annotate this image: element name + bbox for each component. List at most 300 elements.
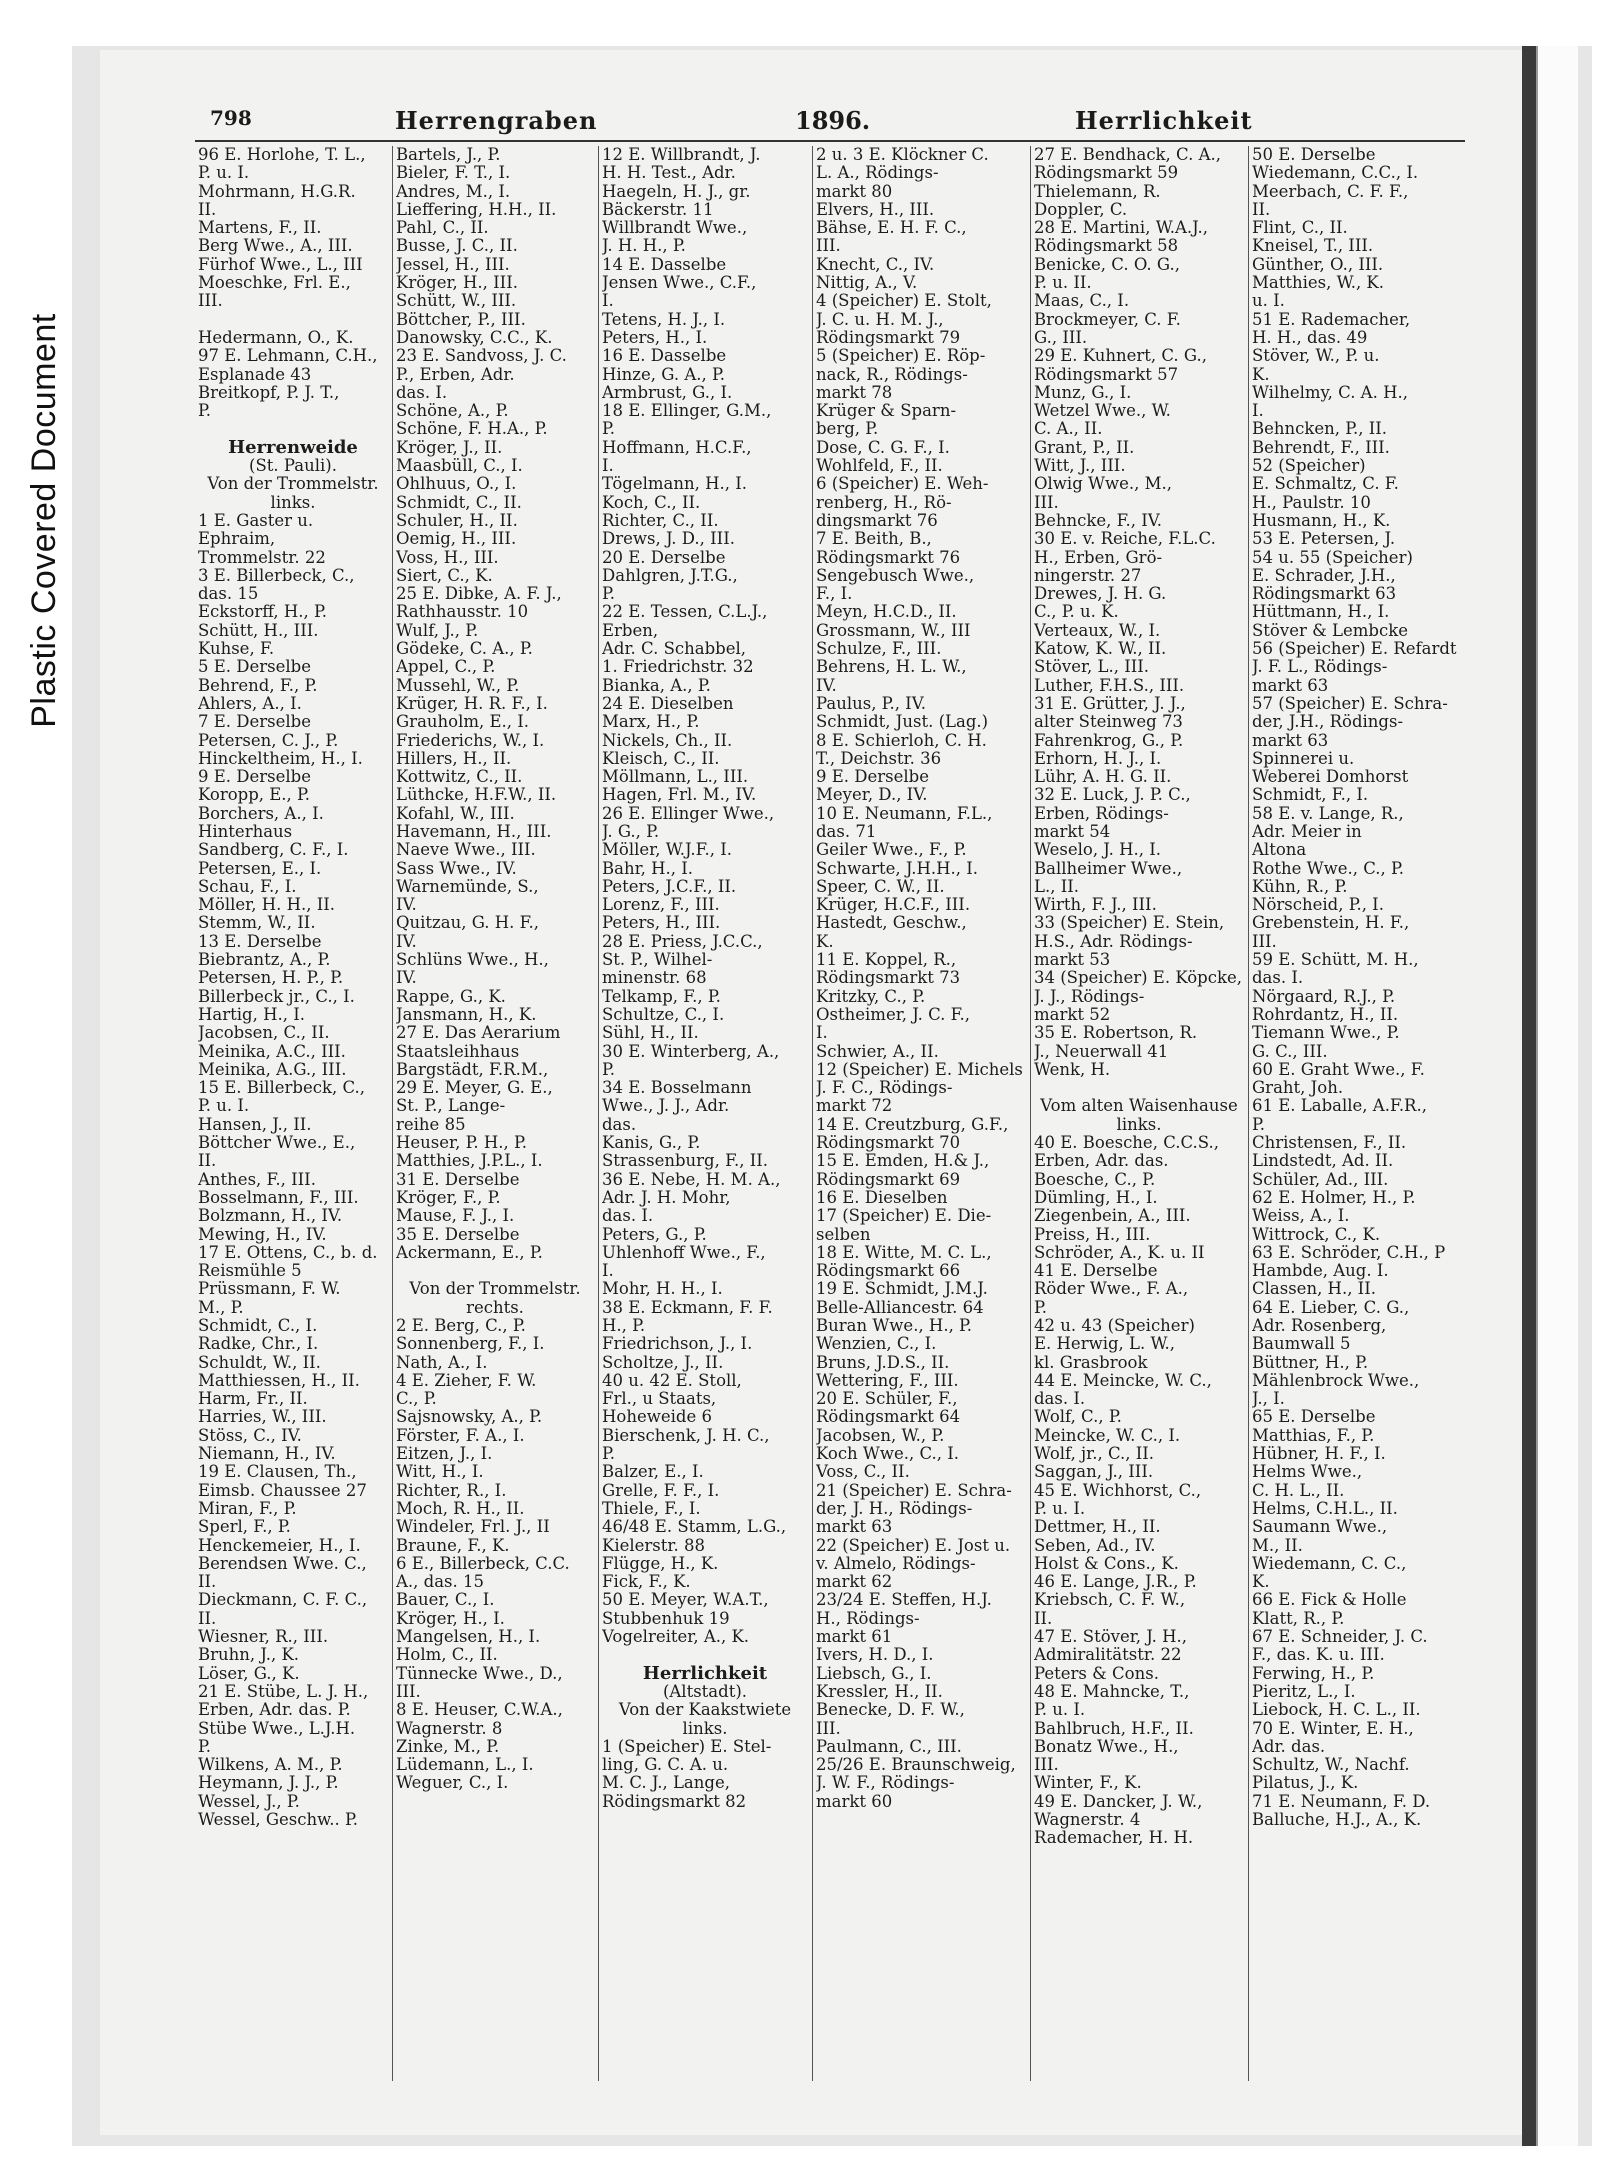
- directory-entry-line: 65 E. Derselbe: [1252, 1408, 1376, 1427]
- directory-entry-line: Rödingsmarkt 59: [1034, 164, 1179, 183]
- directory-entry-line: J. G., P.: [602, 822, 660, 841]
- directory-entry-line: 24 E. Dieselben: [602, 694, 734, 713]
- directory-entry-line: 41 E. Derselbe: [1034, 1262, 1158, 1281]
- directory-entry-line: Meincke, W. C., I.: [1034, 1426, 1181, 1445]
- directory-entry-line: Buran Wwe., H., P.: [816, 1317, 973, 1335]
- directory-entry-line: Kröger, H., I.: [396, 1609, 505, 1628]
- directory-entry-line: 5 E. Derselbe: [198, 658, 311, 677]
- directory-entry-line: selben: [816, 1225, 871, 1244]
- directory-entry-line: das.: [602, 1115, 637, 1134]
- directory-entry-line: Erben, Rödings-: [1034, 804, 1169, 823]
- directory-entry-line: Wetzel Wwe., W.: [1034, 402, 1171, 421]
- directory-entry-line: Sajsnowsky, A., P.: [396, 1408, 543, 1427]
- directory-entry-line: Zinke, M., P.: [396, 1737, 500, 1756]
- directory-entry-line: Ahlers, A., I.: [198, 694, 302, 713]
- directory-entry-line: v. Almelo, Rödings-: [816, 1554, 976, 1573]
- directory-entry-line: Voss, H., III.: [396, 548, 499, 567]
- directory-entry-line: Harm, Fr., II.: [198, 1390, 308, 1409]
- directory-entry-line: Matthies, J.P.L., I.: [396, 1152, 543, 1171]
- directory-entry-line: Rappe, G., K.: [396, 987, 506, 1006]
- directory-entry-line: St. P., Wilhel-: [602, 951, 713, 970]
- directory-entry-line: Weselo, J. H., I.: [1034, 841, 1162, 860]
- directory-entry-line: Petersen, H. P., P.: [198, 969, 344, 988]
- directory-entry-line: 12 E. Willbrandt, J.: [602, 146, 761, 164]
- directory-entry-line: Admiralitätstr. 22: [1034, 1646, 1182, 1665]
- section-subheading: links.: [270, 493, 316, 512]
- section-subheading: (St. Pauli).: [249, 457, 337, 476]
- directory-entry-line: Dieckmann, C. F. C.,: [198, 1591, 368, 1610]
- directory-entry-line: Schüler, Ad., III.: [1252, 1170, 1389, 1189]
- section-subheading: Von der Trommelstr.: [409, 1280, 581, 1299]
- directory-entry-line: G., III.: [1034, 328, 1088, 347]
- directory-entry-line: Ballheimer Wwe.,: [1034, 859, 1183, 878]
- directory-entry-line: Bierschenk, J. H. C.,: [602, 1426, 770, 1445]
- directory-entry-line: J., Neuerwall 41: [1034, 1042, 1169, 1061]
- directory-entry-line: P., Erben, Adr.: [396, 365, 515, 384]
- directory-entry-line: Kneisel, T., III.: [1252, 237, 1374, 256]
- directory-entry-line: I.: [1252, 402, 1264, 421]
- directory-entry-line: Wulf, J., P.: [396, 621, 479, 640]
- page-header: [210, 106, 1410, 142]
- directory-entry-line: 17 (Speicher) E. Die-: [816, 1207, 992, 1226]
- directory-entry-line: Bäckerstr. 11: [602, 200, 714, 219]
- directory-entry-line: E. Schrader, J.H.,: [1252, 566, 1396, 585]
- directory-entry-line: Krüger, H.C.F., III.: [816, 896, 971, 915]
- directory-entry-line: 5 (Speicher) E. Röp-: [816, 347, 986, 366]
- directory-entry-line: Matthies, W., K.: [1252, 274, 1384, 293]
- directory-entry-line: Koch Wwe., C., I.: [816, 1445, 960, 1464]
- directory-entry-line: Holm, C., II.: [396, 1646, 498, 1665]
- directory-entry-line: IV.: [816, 676, 837, 695]
- column-divider: [598, 146, 599, 2081]
- directory-entry-line: ningerstr. 27: [1034, 566, 1142, 585]
- directory-entry-line: Adr. Rosenberg,: [1252, 1317, 1387, 1335]
- directory-entry-line: Drewes, J. H. G.: [1034, 585, 1167, 604]
- directory-entry-line: Matthias, F., P.: [1252, 1426, 1375, 1445]
- directory-entry-line: 2 E. Berg, C., P.: [396, 1317, 526, 1335]
- directory-entry-line: Stemm, W., II.: [198, 914, 316, 933]
- directory-entry-line: P.: [198, 1737, 212, 1756]
- directory-entry-line: 51 E. Rademacher,: [1252, 310, 1411, 329]
- directory-entry-line: [1034, 1079, 1244, 1097]
- directory-entry-line: Witt, J., III.: [1034, 457, 1126, 476]
- directory-entry-line: 9 E. Derselbe: [198, 768, 311, 787]
- directory-entry-line: Grauholm, E., I.: [396, 713, 530, 732]
- directory-entry-line: Fahrenkrog, G., P.: [1034, 731, 1184, 750]
- directory-entry-line: Tögelmann, H., I.: [602, 475, 748, 494]
- directory-entry-line: 35 E. Robertson, R.: [1034, 1024, 1198, 1043]
- directory-entry-line: Krüger & Sparn-: [816, 402, 957, 421]
- directory-entry-line: das. I.: [1034, 1390, 1086, 1409]
- directory-entry-line: Classen, H., II.: [1252, 1280, 1376, 1299]
- directory-entry-line: Böttcher Wwe., E.,: [198, 1134, 356, 1153]
- directory-entry-line: Lorenz, F., III.: [602, 896, 720, 915]
- directory-entry-line: P. u. I.: [1034, 1701, 1086, 1720]
- directory-entry-line: 30 E. Winterberg, A.,: [602, 1042, 780, 1061]
- directory-entry-line: Biebrantz, A., P.: [198, 951, 331, 970]
- directory-entry-line: 16 E. Dieselben: [816, 1188, 948, 1207]
- directory-entry-line: Jensen Wwe., C.F.,: [602, 274, 757, 293]
- directory-entry-line: H., Paulstr. 10: [1252, 493, 1371, 512]
- directory-entry-line: Voss, C., II.: [816, 1463, 910, 1482]
- directory-entry-line: Bähse, E. H. F. C.,: [816, 219, 967, 238]
- directory-entry-line: Röder Wwe., F. A.,: [1034, 1280, 1189, 1299]
- directory-entry-line: M. C. J., Lange,: [602, 1774, 730, 1793]
- directory-entry-line: Marx, H., P.: [602, 713, 700, 732]
- directory-entry-line: Rödingsmarkt 76: [816, 548, 961, 567]
- directory-entry-line: Olwig Wwe., M.,: [1034, 475, 1172, 494]
- directory-column-3: [602, 146, 808, 2081]
- directory-entry-line: Eimsb. Chaussee 27: [198, 1481, 367, 1500]
- directory-entry-line: Rödingsmarkt 57: [1034, 365, 1179, 384]
- directory-entry-line: Bauer, C., I.: [396, 1591, 495, 1610]
- directory-entry-line: Saggan, J., III.: [1034, 1463, 1154, 1482]
- directory-entry-line: J. H. H., P.: [602, 237, 686, 256]
- directory-entry-line: Flügge, H., K.: [602, 1554, 719, 1573]
- directory-entry-line: Dahlgren, J.T.G.,: [602, 566, 738, 585]
- binding-spine: [1522, 46, 1536, 2146]
- directory-entry-line: markt 63: [1252, 731, 1329, 750]
- directory-entry-line: Petersen, E., I.: [198, 859, 322, 878]
- directory-entry-line: Boesche, C., P.: [1034, 1170, 1156, 1189]
- directory-entry-line: L., II.: [1034, 877, 1079, 896]
- directory-entry-line: Schau, F., I.: [198, 877, 297, 896]
- directory-entry-line: Richter, C., II.: [602, 511, 719, 530]
- directory-entry-line: Hüttmann, H., I.: [1252, 603, 1390, 622]
- directory-entry-line: 70 E. Winter, E. H.,: [1252, 1719, 1414, 1738]
- column-divider: [1248, 146, 1249, 2081]
- directory-entry-line: Helms, C.H.L., II.: [1252, 1499, 1398, 1518]
- directory-entry-line: markt 61: [816, 1628, 893, 1647]
- directory-entry-line: Kielerstr. 88: [602, 1536, 705, 1555]
- directory-entry-line: Schröder, A., K. u. II: [1034, 1243, 1205, 1262]
- directory-entry-line: markt 63: [816, 1518, 893, 1537]
- directory-entry-line: Ephraim,: [198, 530, 276, 549]
- directory-entry-line: M., P.: [198, 1298, 244, 1317]
- directory-entry-line: Grebenstein, H. F.,: [1252, 914, 1410, 933]
- directory-entry-line: dingsmarkt 76: [816, 511, 938, 530]
- directory-entry-line: Erben,: [602, 621, 659, 640]
- directory-entry-line: 6 (Speicher) E. Weh-: [816, 475, 989, 494]
- directory-entry-line: Rathhausstr. 10: [396, 603, 529, 622]
- directory-entry-line: Helms Wwe.,: [1252, 1463, 1363, 1482]
- directory-entry-line: Luther, F.H.S., III.: [1034, 676, 1185, 695]
- directory-entry-line: Wessel, J., P.: [198, 1792, 300, 1811]
- directory-entry-line: Kottwitz, C., II.: [396, 768, 523, 787]
- directory-entry-line: Prüssmann, F. W.: [198, 1280, 341, 1299]
- directory-entry-line: II.: [1252, 200, 1271, 219]
- directory-entry-line: H., P.: [602, 1317, 646, 1335]
- directory-entry-line: 16 E. Dasselbe: [602, 347, 727, 366]
- directory-entry-line: Wirth, F. J., III.: [1034, 896, 1157, 915]
- directory-entry-line: Wwe., J. J., Adr.: [602, 1097, 730, 1116]
- directory-entry-line: Winter, F., K.: [1034, 1774, 1142, 1793]
- directory-entry-line: Maas, C., I.: [1034, 292, 1130, 311]
- directory-entry-line: Peters, J.C.F., II.: [602, 877, 737, 896]
- directory-entry-line: Trommelstr. 22: [198, 548, 326, 567]
- directory-entry-line: Böttcher, P., III.: [396, 310, 526, 329]
- directory-entry-line: Verteaux, W., I.: [1034, 621, 1161, 640]
- directory-entry-line: der, J. H., Rödings-: [816, 1499, 973, 1518]
- directory-entry-line: Richter, R., I.: [396, 1481, 507, 1500]
- directory-entry-line: Stübe Wwe., L.J.H.: [198, 1719, 356, 1738]
- directory-entry-line: Meinika, A.C., III.: [198, 1042, 346, 1061]
- directory-entry-line: Meyer, D., IV.: [816, 786, 928, 805]
- directory-entry-line: Adr. Meier in: [1252, 822, 1362, 841]
- directory-entry-line: Dettmer, H., II.: [1034, 1518, 1161, 1537]
- directory-entry-line: II.: [198, 1152, 217, 1171]
- directory-entry-line: I.: [602, 1262, 614, 1281]
- directory-entry-line: 12 (Speicher) E. Michels: [816, 1060, 1023, 1079]
- directory-entry-line: P. u. I.: [198, 164, 250, 183]
- directory-entry-line: Schmidt, C., I.: [198, 1317, 318, 1335]
- directory-entry-line: Rödingsmarkt 79: [816, 328, 961, 347]
- directory-entry-line: Schultze, C., I.: [602, 1005, 725, 1024]
- directory-entry-line: Erben, Adr. das. P.: [198, 1701, 351, 1720]
- directory-entry-line: Kressler, H., II.: [816, 1682, 943, 1701]
- directory-entry-line: Wessel, Geschw.. P.: [198, 1811, 359, 1830]
- directory-entry-line: Jessel, H., III.: [396, 255, 510, 274]
- directory-entry-line: Sandberg, C. F., I.: [198, 841, 349, 860]
- directory-entry-line: Ohlhuus, O., I.: [396, 475, 517, 494]
- directory-entry-line: markt 53: [1034, 951, 1111, 970]
- directory-entry-line: 22 (Speicher) E. Jost u.: [816, 1536, 1011, 1555]
- directory-entry-line: Reismühle 5: [198, 1262, 302, 1281]
- directory-column-5: [1034, 146, 1244, 2081]
- directory-entry-line: ling, G. C. A. u.: [602, 1756, 729, 1775]
- directory-entry-line: 14 E. Dasselbe: [602, 255, 727, 274]
- directory-entry-line: [602, 1646, 808, 1664]
- section-heading: Herrlichkeit: [642, 1664, 768, 1683]
- directory-entry-line: 3 E. Billerbeck, C.,: [198, 566, 355, 585]
- directory-entry-line: markt 54: [1034, 822, 1111, 841]
- directory-entry-line: Kühn, R., P.: [1252, 877, 1348, 896]
- directory-entry-line: Hagen, Frl. M., IV.: [602, 786, 757, 805]
- directory-entry-line: markt 80: [816, 182, 893, 201]
- document-type-text: Plastic Covered Document: [24, 312, 63, 728]
- directory-entry-line: Schöne, A., P.: [396, 402, 509, 421]
- directory-entry-line: J. J., Rödings-: [1034, 987, 1145, 1006]
- directory-entry-line: P.: [602, 1060, 616, 1079]
- directory-entry-line: Appel, C., P.: [396, 658, 496, 677]
- directory-entry-line: Grelle, F. F., I.: [602, 1481, 720, 1500]
- directory-entry-line: Wolf, jr., C., II.: [1034, 1445, 1155, 1464]
- directory-entry-line: Balluche, H.J., A., K.: [1252, 1811, 1422, 1830]
- directory-entry-line: Tünnecke Wwe., D.,: [396, 1664, 563, 1683]
- directory-entry-line: Wiedemann, C.C., I.: [1252, 164, 1419, 183]
- directory-entry-line: Ziegenbein, A., III.: [1034, 1207, 1191, 1226]
- directory-entry-line: Mause, F. J., I.: [396, 1207, 515, 1226]
- section-subheading: links.: [1116, 1115, 1162, 1134]
- directory-entry-line: 62 E. Holmer, H., P.: [1252, 1188, 1416, 1207]
- directory-entry-line: Jansmann, H., K.: [396, 1005, 537, 1024]
- directory-entry-line: das. 71: [816, 822, 877, 841]
- page-number: 798: [210, 106, 252, 130]
- directory-entry-line: Wagnerstr. 8: [396, 1719, 503, 1738]
- directory-entry-line: K.: [1252, 1573, 1270, 1592]
- directory-entry-line: C., P. u. K.: [1034, 603, 1119, 622]
- directory-entry-line: Seben, Ad., IV.: [1034, 1536, 1156, 1555]
- directory-entry-line: Sengebusch Wwe.,: [816, 566, 975, 585]
- header-rule: [195, 140, 1465, 142]
- directory-entry-line: Mohr, H. H., I.: [602, 1280, 723, 1299]
- directory-entry-line: Lüdemann, L., I.: [396, 1756, 534, 1775]
- directory-entry-line: Brockmeyer, C. F.: [1034, 310, 1181, 329]
- directory-entry-line: Telkamp, F., P.: [602, 987, 721, 1006]
- directory-entry-line: 47 E. Stöver, J. H.,: [1034, 1628, 1187, 1647]
- directory-entry-line: markt 60: [816, 1792, 893, 1811]
- directory-entry-line: Husmann, H., K.: [1252, 511, 1391, 530]
- directory-entry-line: Miran, F., P.: [198, 1499, 297, 1518]
- directory-entry-line: 49 E. Dancker, J. W.,: [1034, 1792, 1203, 1811]
- directory-entry-line: Witt, H., I.: [396, 1463, 484, 1482]
- directory-entry-line: Bieler, F. T., I.: [396, 164, 511, 183]
- directory-entry-line: Förster, F. A., I.: [396, 1426, 525, 1445]
- directory-entry-line: Siert, C., K.: [396, 566, 493, 585]
- directory-entry-line: Dose, C. G. F., I.: [816, 438, 950, 457]
- directory-entry-line: Haegeln, H. J., gr.: [602, 182, 751, 201]
- directory-entry-line: 38 E. Eckmann, F. F.: [602, 1298, 773, 1317]
- directory-entry-line: [198, 311, 388, 329]
- directory-entry-line: Saumann Wwe.,: [1252, 1518, 1388, 1537]
- directory-entry-line: Adr. C. Schabbel,: [602, 640, 746, 659]
- directory-entry-line: Henckemeier, H., I.: [198, 1536, 361, 1555]
- directory-entry-line: Kuhse, F.: [198, 640, 275, 659]
- directory-entry-line: III.: [1034, 1756, 1059, 1775]
- directory-entry-line: Vogelreiter, A., K.: [602, 1628, 750, 1647]
- directory-entry-line: Bosselmann, F., III.: [198, 1188, 359, 1207]
- directory-entry-line: 40 E. Boesche, C.C.S.,: [1034, 1134, 1219, 1153]
- directory-entry-line: Bartels, J., P.: [396, 146, 501, 164]
- directory-entry-line: Stöss, C., IV.: [198, 1426, 302, 1445]
- directory-entry-line: 45 E. Wichhorst, C.,: [1034, 1481, 1202, 1500]
- document-type-label: [14, 250, 74, 790]
- directory-entry-line: H. H., das. 49: [1252, 328, 1368, 347]
- directory-entry-line: Wenk, H.: [1034, 1060, 1111, 1079]
- directory-entry-line: A., das. 15: [396, 1573, 485, 1592]
- directory-entry-line: H. H. Test., Adr.: [602, 164, 736, 183]
- directory-entry-line: Radke, Chr., I.: [198, 1335, 319, 1354]
- directory-entry-line: Wolf, C., P.: [1034, 1408, 1122, 1427]
- directory-entry-line: C., P.: [396, 1390, 437, 1409]
- directory-entry-line: Liebsch, G., I.: [816, 1664, 932, 1683]
- directory-entry-line: Heymann, J. J., P.: [198, 1774, 339, 1793]
- directory-entry-line: markt 72: [816, 1097, 893, 1116]
- directory-entry-line: u. I.: [1252, 292, 1285, 311]
- directory-entry-line: 64 E. Lieber, C. G.,: [1252, 1298, 1410, 1317]
- directory-entry-line: Wilkens, A. M., P.: [198, 1756, 343, 1775]
- directory-entry-line: 20 E. Derselbe: [602, 548, 726, 567]
- binding-edge: [1536, 46, 1578, 2146]
- directory-entry-line: Mangelsen, H., I.: [396, 1628, 541, 1647]
- directory-entry-line: Niemann, H., IV.: [198, 1445, 336, 1464]
- directory-entry-line: berg, P.: [816, 420, 879, 439]
- directory-entry-line: Grant, P., II.: [1034, 438, 1135, 457]
- directory-entry-line: Mewing, H., IV.: [198, 1225, 327, 1244]
- directory-entry-line: L. A., Rödings-: [816, 164, 939, 183]
- directory-entry-line: 18 E. Ellinger, G.M.,: [602, 402, 772, 421]
- directory-entry-line: Speer, C. W., II.: [816, 877, 945, 896]
- directory-entry-line: 36 E. Nebe, H. M. A.,: [602, 1170, 781, 1189]
- directory-entry-line: Bolzmann, H., IV.: [198, 1207, 343, 1226]
- directory-entry-line: II.: [1034, 1609, 1053, 1628]
- directory-entry-line: Büttner, H., P.: [1252, 1353, 1369, 1372]
- directory-column-1: [198, 146, 388, 2081]
- directory-entry-line: 31 E. Derselbe: [396, 1170, 520, 1189]
- directory-entry-line: K.: [816, 932, 834, 951]
- directory-entry-line: IV.: [396, 896, 417, 915]
- directory-entry-line: 17 E. Ottens, C., b. d.: [198, 1243, 378, 1262]
- directory-entry-line: 11 E. Koppel, R.,: [816, 951, 957, 970]
- directory-entry-line: Preiss, H., III.: [1034, 1225, 1151, 1244]
- directory-entry-line: Hastedt, Geschw.,: [816, 914, 967, 933]
- directory-entry-line: markt 63: [1252, 676, 1329, 695]
- directory-entry-line: Billerbeck jr., C., I.: [198, 987, 355, 1006]
- directory-entry-line: Harries, W., III.: [198, 1408, 327, 1427]
- directory-entry-line: Hinze, G. A., P.: [602, 365, 725, 384]
- directory-entry-line: Knecht, C., IV.: [816, 255, 935, 274]
- directory-entry-line: Jacobsen, W., P.: [816, 1426, 945, 1445]
- directory-entry-line: C. A., II.: [1034, 420, 1103, 439]
- directory-entry-line: Erben, Adr. das.: [1034, 1152, 1169, 1171]
- directory-entry-line: [396, 1262, 594, 1280]
- column-divider: [392, 146, 393, 2081]
- directory-entry-line: III.: [1034, 493, 1059, 512]
- directory-entry-line: Meyn, H.C.D., II.: [816, 603, 957, 622]
- directory-entry-line: 4 (Speicher) E. Stolt,: [816, 292, 992, 311]
- directory-entry-line: Behrend, F., P.: [198, 676, 318, 695]
- directory-entry-line: Pilatus, J., K.: [1252, 1774, 1359, 1793]
- directory-entry-line: Krüger, H. R. F., I.: [396, 694, 548, 713]
- directory-entry-line: minenstr. 68: [602, 969, 707, 988]
- directory-entry-line: 34 (Speicher) E. Köpcke,: [1034, 969, 1242, 988]
- directory-entry-line: Kritzky, C., P.: [816, 987, 926, 1006]
- directory-entry-line: Holst & Cons., K.: [1034, 1554, 1179, 1573]
- directory-entry-line: 52 (Speicher): [1252, 457, 1366, 476]
- directory-entry-line: Tiemann Wwe., P.: [1252, 1024, 1400, 1043]
- directory-entry-line: Kleisch, C., II.: [602, 749, 720, 768]
- directory-entry-line: 20 E. Schüler, F.,: [816, 1390, 958, 1409]
- directory-entry-line: Rödingsmarkt 69: [816, 1170, 961, 1189]
- directory-entry-line: Hartig, H., I.: [198, 1005, 305, 1024]
- directory-entry-line: 8 E. Schierloh, C. H.: [816, 731, 987, 750]
- directory-entry-line: Christensen, F., II.: [1252, 1134, 1407, 1153]
- directory-entry-line: H., Erben, Grö-: [1034, 548, 1163, 567]
- year-heading: 1896.: [795, 106, 871, 135]
- directory-entry-line: Mählenbrock Wwe.,: [1252, 1371, 1420, 1390]
- directory-entry-line: 22 E. Tessen, C.L.J.,: [602, 603, 768, 622]
- directory-entry-line: 15 E. Emden, H.& J.,: [816, 1152, 990, 1171]
- directory-entry-line: Liebock, H. C. L., II.: [1252, 1701, 1421, 1720]
- directory-entry-line: P.: [1034, 1298, 1048, 1317]
- directory-entry-line: Bonatz Wwe., H.,: [1034, 1737, 1179, 1756]
- directory-entry-line: Benecke, D. F. W.,: [816, 1701, 965, 1720]
- directory-entry-line: Kröger, F., P.: [396, 1188, 501, 1207]
- directory-entry-line: Ivers, H. D., I.: [816, 1646, 934, 1665]
- directory-entry-line: Balzer, E., I.: [602, 1463, 704, 1482]
- directory-entry-line: Jacobsen, C., II.: [198, 1024, 330, 1043]
- directory-entry-line: Rödingsmarkt 73: [816, 969, 961, 988]
- directory-entry-line: Hinckeltheim, H., I.: [198, 749, 363, 768]
- directory-entry-line: 46 E. Lange, J.R., P.: [1034, 1573, 1197, 1592]
- directory-entry-line: 57 (Speicher) E. Schra-: [1252, 694, 1448, 713]
- directory-entry-line: F., I.: [816, 585, 853, 604]
- directory-entry-line: Sonnenberg, F., I.: [396, 1335, 545, 1354]
- directory-entry-line: Hedermann, O., K.: [198, 328, 354, 347]
- directory-entry-line: Tetens, H. J., I.: [602, 310, 726, 329]
- directory-entry-line: Danowsky, C.C., K.: [396, 328, 553, 347]
- directory-entry-line: Schöne, F. H.A., P.: [396, 420, 548, 439]
